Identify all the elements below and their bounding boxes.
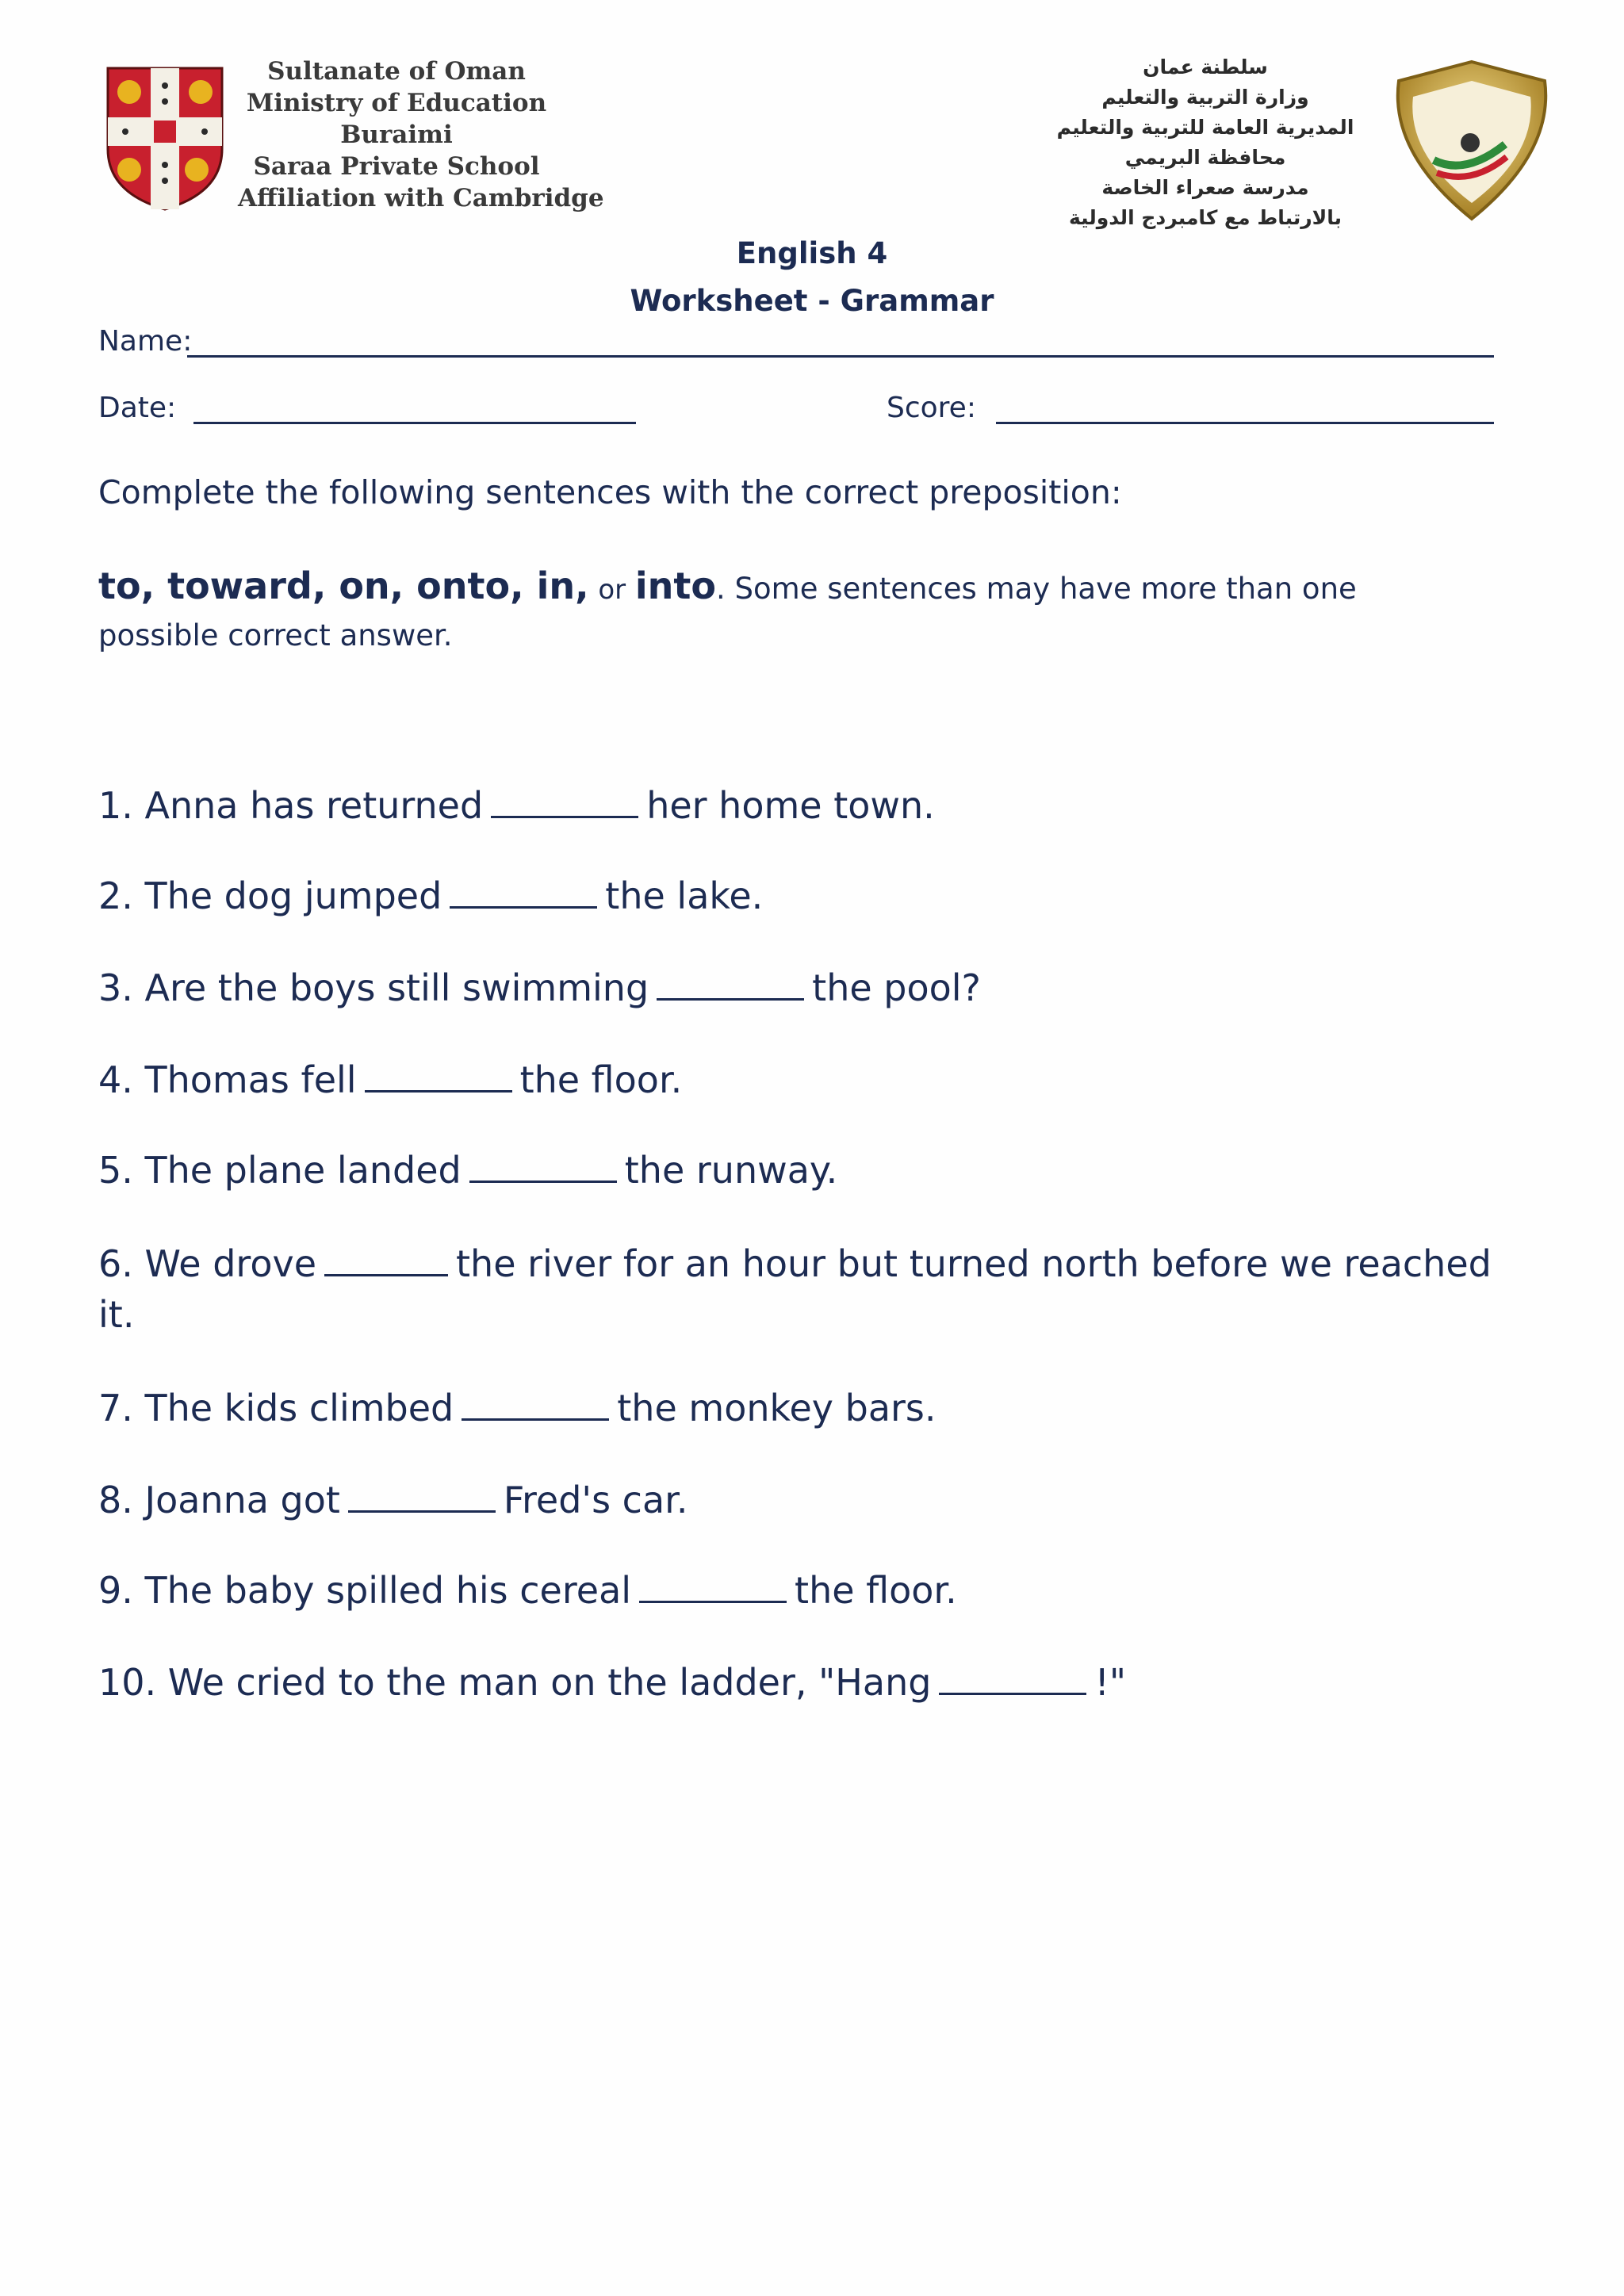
question-text-after: her home town. [646,784,935,827]
or-word: or [598,574,626,606]
question-text-after: the floor. [795,1569,957,1612]
arabic-line-5: مدرسة صعراء الخاصة [1101,176,1309,199]
english-school-header [238,55,604,214]
header-line-affiliation: Affiliation with Cambridge [238,184,604,212]
question-text-before: 1. Anna has returned [98,784,484,827]
answer-blank[interactable] [462,1385,609,1421]
question-5 [98,1145,1510,1196]
question-text-before: 8. Joanna got [98,1479,340,1521]
question-4 [98,1054,1510,1105]
school-crest-icon [102,62,228,212]
arabic-line-4: محافظة البريمي [1124,146,1286,169]
question-text-after: the monkey bars. [617,1387,936,1429]
question-10 [98,1657,1510,1708]
header-line-ministry: Ministry of Education [246,89,547,117]
header-line-country: Sultanate of Oman [267,57,526,86]
arabic-line-2: وزارة التربية والتعليم [1101,86,1309,109]
question-1 [98,780,1510,831]
question-text-before: 4. Thomas fell [98,1058,357,1101]
question-text-before: 9. The baby spilled his cereal [98,1569,632,1612]
instruction-note: . Some sentences may have more than one possible correct answer. [98,572,1357,652]
answer-blank[interactable] [491,783,638,818]
last-preposition: into [634,564,716,607]
question-text-before: 2. The dog jumped [98,874,442,917]
header-line-school: Saraa Private School [253,152,540,181]
answer-blank[interactable] [657,965,804,1001]
question-text-after: the floor. [519,1058,683,1101]
question-9 [98,1565,1510,1616]
question-text-after: !" [1094,1661,1127,1704]
question-text-before: 7. The kids climbed [98,1387,454,1429]
answer-blank[interactable] [365,1057,512,1093]
course-title: English 4 [736,236,888,270]
question-text-before: 5. The plane landed [98,1149,462,1192]
date-field[interactable] [193,422,636,424]
answer-blank[interactable] [324,1241,448,1276]
score-label: Score: [887,392,976,424]
question-text-before: 3. Are the boys still swimming [98,966,649,1009]
answer-blank[interactable] [939,1659,1086,1695]
instruction-text: Complete the following sentences with the correct preposition: [98,473,1122,511]
header-line-region: Buraimi [340,121,453,149]
question-text-before: 10. We cried to the man on the ladder, "Hang [98,1661,932,1704]
question-6 [98,1238,1510,1340]
name-label: Name: [98,325,193,358]
question-text-after: the runway. [624,1149,838,1192]
school-badge-icon [1386,57,1557,224]
answer-blank[interactable] [639,1567,787,1603]
arabic-line-3: المديرية العامة للتربية والتعليم [1056,116,1354,139]
arabic-line-1: سلطنة عمان [1143,55,1268,78]
worksheet-title-block [0,230,1624,325]
answer-blank[interactable] [450,873,597,909]
question-7 [98,1383,1510,1433]
date-label: Date: [98,392,177,424]
question-text-before: 6. We drove [98,1242,316,1285]
question-8 [98,1475,1510,1525]
name-field[interactable] [187,355,1494,358]
preposition-options: to, toward, on, onto, in, [98,564,589,607]
question-text-after: Fred's car. [503,1479,688,1521]
score-field[interactable] [996,422,1494,424]
question-3 [98,962,1510,1013]
question-text-after: the lake. [605,874,764,917]
question-text-after: the river for an hour but turned north before we reached it. [98,1242,1492,1336]
preposition-list [98,563,1478,659]
question-2 [98,871,1510,921]
answer-blank[interactable] [469,1147,617,1183]
arabic-line-6: بالارتباط مع كامبردج الدولية [1068,206,1342,229]
arabic-school-header [1039,52,1372,233]
worksheet-title: Worksheet - Grammar [630,284,994,318]
question-text-after: the pool? [812,966,981,1009]
answer-blank[interactable] [348,1477,496,1513]
